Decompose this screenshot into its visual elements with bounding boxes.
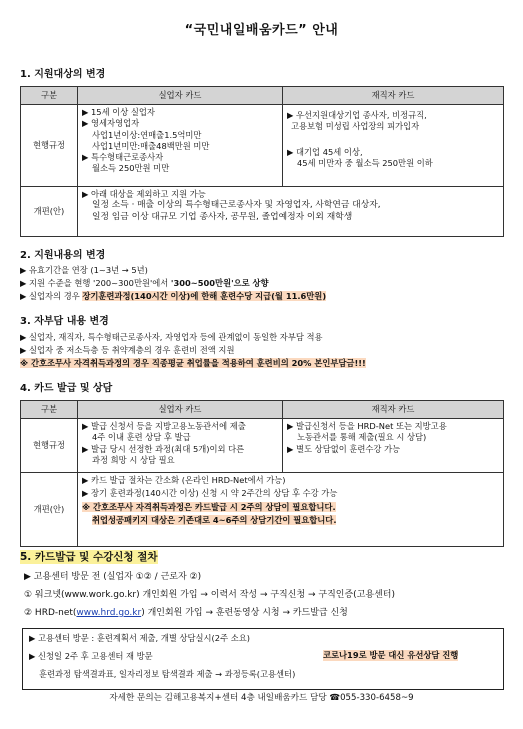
- box-line-3: 훈련과정 탐색결과표, 일자리정보 탐색결과 제출 → 과정등록(고용센터): [39, 669, 296, 679]
- section-5-heading: 5. 카드발급 및 수강신청 절차: [20, 551, 158, 563]
- s3-line-2: ▶ 실업자 중 저소득층 등 취약계층의 경우 훈련비 전액 지원: [20, 345, 235, 355]
- row-current-label: 현행규정: [21, 419, 78, 473]
- s2-line-2: ▶ 지원 수준을 현행 '200~300만원'에서 '300~500만원'으로 상향: [20, 278, 269, 288]
- current-unemployed-cell: ▶ 15세 이상 실업자 ▶ 영세자영업자 사업1년이상:연매출1.5억미만 사업1년미만:매출48백만원 미만 ▶ 특수형태근로종사자 월소득 250만원 미만: [78, 105, 283, 187]
- hrd-link[interactable]: www.hrd.go.kr: [76, 608, 142, 618]
- section-4-heading: 4. 카드 발급 및 상담: [20, 383, 113, 394]
- page-title: “국민내일배움카드” 안내: [184, 23, 339, 38]
- footer-contact: 자세한 문의는 김해고용복지+센터 4층 내일배움카드 담당 ☎055-330-6458~9: [109, 693, 414, 703]
- section-3-heading: 3. 자부담 내용 변경: [20, 316, 109, 327]
- col-employed: 재직자 카드: [283, 401, 504, 419]
- current-unemployed-cell: ▶ 발급 신청서 등을 지방고용노동관서에 제출 4주 이내 훈련 상담 후 발급 ▶ 발급 당시 선정한 과정(최대 5개)이외 다른 과정 희망 시 상담 필요: [78, 419, 283, 473]
- row-reform-label: 개편(안): [21, 473, 78, 547]
- s3-line-3: ※ 간호조무사 자격취득과정의 경우 직종평균 취업률을 적용하여 훈련비의 20% 본인부담금!!!: [20, 358, 366, 368]
- reform-cell: ▶ 아래 대상을 제외하고 지원 가능 일정 소득 · 매출 이상의 특수형태근로종사자 및 자영업자, 사학연금 대상자, 일정 임금 이상 대규모 기업 종사자, 공무원, 졸업예정자 이외 재학생: [78, 187, 504, 237]
- row-current-label: 현행규정: [21, 105, 78, 187]
- process-box: [22, 628, 504, 690]
- s2-line-1: ▶ 유효기간을 연장 (1~3년 → 5년): [20, 265, 148, 275]
- col-unemployed: 실업자 카드: [78, 401, 283, 419]
- card-issuance-table: [20, 400, 504, 547]
- s2-line-3: ▶ 실업자의 경우 장기훈련과정(140시간 이상)에 한해 훈련수당 지급(월 11.6만원): [20, 291, 327, 301]
- reform-cell: ▶ 카드 발급 절차는 간소화 (온라인 HRD-Net에서 가능) ▶ 장기 훈련과정(140시간 이상) 신청 시 약 2주간의 상담 후 수강 가능 ※ 간호조무사 자격취득과정은 카드발급 시 2주의 상담이 필요합니다. 취업성공패키지 대상은 기존대로 4~6주의 상담기간이 필요합니다.: [78, 473, 504, 547]
- col-label: 구분: [21, 401, 78, 419]
- s5-line-1: ▶ 고용센터 방문 전 (실업자 ①② / 근로자 ②): [24, 572, 202, 582]
- box-line-1: ▶ 고용센터 방문 : 훈련계획서 제출, 개별 상담실시(2주 소요): [29, 633, 250, 643]
- s5-line-2: ① 워크넷(www.work.go.kr) 개인회원 가입 → 이력서 작성 → 구직신청 → 구직인증(고용센터): [24, 590, 395, 600]
- col-unemployed: 실업자 카드: [78, 87, 283, 105]
- s3-line-1: ▶ 실업자, 재직자, 특수형태근로종사자, 자영업자 등에 관계없이 동일한 자부담 적용: [20, 332, 323, 342]
- col-employed: 재직자 카드: [283, 87, 504, 105]
- col-label: 구분: [21, 87, 78, 105]
- covid-notice: 코로나19로 방문 대신 유선상담 진행: [323, 650, 459, 660]
- support-target-table: [20, 86, 504, 237]
- current-employed-cell: ▶ 우선지원대상기업 종사자, 비정규직, 고용보험 미성립 사업장의 피가입자 ▶ 대기업 45세 이상, 45세 미만자 중 월소득 250만원 이하: [283, 105, 504, 187]
- section-1-heading: 1. 지원대상의 변경: [20, 69, 106, 80]
- section-2-heading: 2. 지원내용의 변경: [20, 250, 106, 261]
- current-employed-cell: ▶ 발급신청서 등을 HRD-Net 또는 지방고용 노동관서를 통해 제출(필요 시 상담) ▶ 별도 상담없이 훈련수강 가능: [283, 419, 504, 473]
- row-reform-label: 개편(안): [21, 187, 78, 237]
- s5-line-3: ② HRD-net(www.hrd.go.kr) 개인회원 가입 → 훈련동영상 시청 → 카드발급 신청: [24, 608, 348, 618]
- box-line-2: ▶ 신청일 2주 후 고용센터 재 방문: [29, 651, 153, 661]
